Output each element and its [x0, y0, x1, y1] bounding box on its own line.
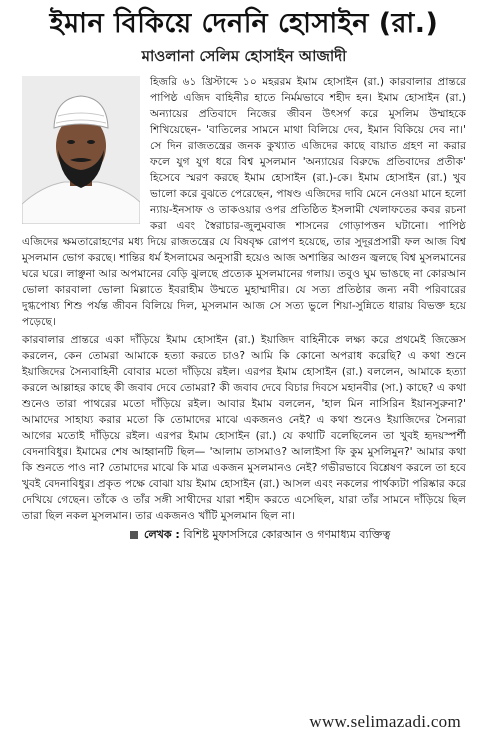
author-credit-text: বিশিষ্ট মুফাসসিরে কোরআন ও গণমাধ্যম ব্যক্তিত্ব [183, 528, 391, 541]
author-credit [22, 526, 466, 543]
article-body [22, 74, 466, 524]
article-headline: ইমান বিকিয়ে দেননি হোসাইন (রা.) [49, 8, 439, 39]
author-portrait-image [22, 76, 140, 224]
bullet-square-icon [130, 531, 138, 539]
article-paragraph-2: কারবালার প্রান্তরে একা দাঁড়িয়ে ইমাম হোসাইন (রা.) ইয়াজিদ বাহিনীকে লক্ষ্য করে প্রথমেই জিজ্ঞেস করলেন, কেন তোমরা আমাকে হত্যা করতে চাও? আমি কি কোনো অপরাধ করেছি? এ কথা শুনে ইয়াজিদের সৈন্যবাহিনী বোবার মতো দাঁড়িয়ে রইল। এরপর ইমাম হোসাইন (রা.) বললেন, আমাকে হত্যা করলে আল্লাহর কাছে কী জবাব দেবে তোমরা? কী জবাব দেবে বিচার দিবসে মহানবীর (সা.) কাছে? এ কথা শুনেও তারা পাথরের মতো দাঁড়িয়ে রইল। আবার ইমাম বললেন, 'হাল মিন নাসিরিন ইয়ানসুরুনা?' আমাদের সাহায্য করার মতো কি তোমাদের মাঝে একজনও নেই? এ কথা শুনেও ইয়াজিদের সৈন্যরা আগের মতোই দাঁড়িয়ে রইল। এরপর ইমাম হোসাইন (রা.) যে কথাটি বলেছিলেন তা খুবই হৃদয়স্পর্শী বেদনাবিধুর। ইমামের শেষ আহ্বানটি ছিল— 'আলাম তাসমাও? আলাইসা ফি কুম মুসলিমুন?' আমার কথা কি শুনতে পাও না? তোমাদের মাঝে কি মাত্র একজন মুসলমানও নেই? গভীরভাবে বিশ্লেষণ করলে তা হবে খুবই বেদনাবিধুর। প্রকৃত পক্ষে বোঝা যায় ইমাম হোসাইন (রা.) আসল এবং নকলের পার্থক্যটা পরিষ্কার করে দেখিয়ে গেছেন। তাঁকে ও তাঁর সঙ্গী সাথীদের যারা শহীদ করতে এসেছিল, যারা তাঁর সামনে দাঁড়িয়ে ছিল তারা ছিল নকল মুসলমান। তার একজনও খাঁটি মুসলমান ছিল না। [22, 333, 466, 522]
author-credit-label: লেখক : [144, 528, 180, 541]
article-paragraph-1: হিজরি ৬১ খ্রিস্টাব্দে ১০ মহররম ইমাম হোসাইন (রা.) কারবালার প্রান্তরে পাপিষ্ঠ এজিদ বাহিনীর হাতে নির্মমভাবে শহীদ হন। ইমাম হোসাইন (রা.) অন্যায়ের প্রতিবাদে নিজের জীবন উৎসর্গ করে মুসলিম উম্মাহকে শিখিয়েছেন- 'বাতিলের সামনে মাথা বিলিয়ে দেব, ইমান বিকিয়ে দেব না।' সে দিন রাজতন্ত্রের জনক কুখ্যাত এজিদের কাছে বায়াত গ্রহণ না করার ফলে যুগ যুগ ধরে বিশ্ব মুসলমান 'অন্যায়ের বিরুদ্ধে প্রতিবাদের প্রতীক' হিসেবে স্মরণ করছে ইমাম হোসাইন (রা.)-কে। ইমাম হোসাইন (রা.) খুব ভালো করে বুঝতে পেরেছেন, পাষণ্ড এজিদের দাবি মেনে নেওয়া মানে হলো ন্যায়-ইনসাফ ও তাকওয়ার ওপর প্রতিষ্ঠিত ইসলামী খেলাফতের কবর রচনা করা এবং স্বৈরাচার-জুলুমবাজ শাসনের গোড়াপত্তন ঘটানো। পাপিষ্ঠ এজিদের ক্ষমতারোহণের মধ্য দিয়ে রাজতন্ত্রের যে বিষবৃক্ষ রোপণ হয়েছে, তার সুদূরপ্রসারী ফল আজ বিশ্ব মুসলমান ভোগ করছে। শান্তির ধর্ম ইসলামের অনুসারী হয়েও আজ অশান্তির আগুন জ্বলছে বিশ্ব মুসলমানের ঘরে ঘরে। লাঞ্ছনা আর অপমানের বেড়ি ঝুলছে প্রত্যেক মুসলমানের গলায়। তবুও ঘুম ভাঙছে না কোরআন ভোলা কারবালা ভোলা মিল্লাতে ইবরাহীম উম্মতে মুহাম্মাদীর। যে সত্য প্রতিষ্ঠার জন্য নবী পরিবারের দুগ্ধপোষ্য শিশু পর্যন্ত জীবন বিলিয়ে দিল, মুসলমান আজ সে সত্য ভুলে শিয়া-সুন্নিতে ধারায় বিভক্ত হয়ে পড়েছে। [22, 75, 466, 328]
website-link[interactable]: www.selimazadi.com [309, 712, 461, 731]
article-byline: মাওলানা সেলিম হোসাইন আজাদী [141, 47, 347, 65]
